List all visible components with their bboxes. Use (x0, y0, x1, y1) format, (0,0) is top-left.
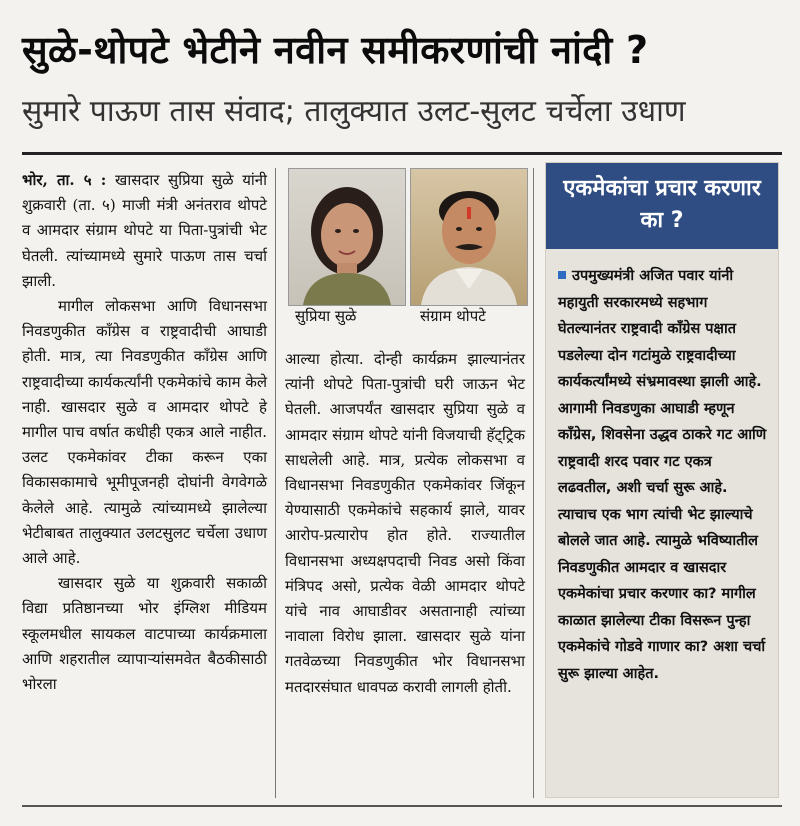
paragraph-3: खासदार सुळे या शुक्रवारी सकाळी विद्या प्रतिष्ठानच्या भोर इंग्लिश मीडियम स्कूलमधील सायकल वाटपाच्या कार्यक्रमाला आणि शहरातील व्यापाऱ्यांसमवेत बैठकीसाठी भोरला (22, 574, 267, 694)
portrait-woman-icon (289, 169, 405, 305)
paragraph-2: मागील लोकसभा आणि विधानसभा निवडणुकीत काँग्रेस व राष्ट्रवादीची आघाडी होती. मात्र, त्या निवडणुकीत काँग्रेस आणि राष्ट्रवादीच्या कार्यकर्त्यांनी एकमेकांचे काम केले नाही. खासदार सुळे व आमदार थोपटे हे मागील पाच वर्षात कधीही एकत्र आले नाहीत. उलट एकमेकांवर टीका करून एका विकासकामाचे भूमीपूजनही दोघांनी वेगवेगळे केलेले आहे. त्यामुळे त्यांच्यामध्ये झालेल्या भेटीबाबत तालुक्यात उलटसुलट चर्चेला उधाण आले आहे. (22, 297, 268, 568)
top-rule (22, 152, 782, 155)
dateline: भोर, ता. ५ : (22, 171, 107, 189)
subheadline: सुमारे पाऊण तास संवाद; तालुक्यात उलट-सुलट चर्चेला उधाण (22, 94, 686, 129)
article-column-2 (285, 347, 525, 700)
photo-sangram-thopate (410, 168, 528, 306)
paragraph-4: आल्या होत्या. दोन्ही कार्यक्रम झाल्यानंतर त्यांनी थोपटे पिता-पुत्रांची घरी जाऊन भेट घेतली. आजपर्यंत खासदार सुप्रिया सुळे व आमदार संग्राम थोपटे यांनी विजयाची हॅट्ट्रिक साधलेली आहे. मात्र, प्रत्येक लोकसभा व विधानसभा निवडणुकीत एकमेकांवर जिंकून येण्यासाठी एकमेकांचे सहकार्य झाले, यावर आरोप-प्रत्यारोप होत होते. राज्यातील विधानसभा अध्यक्षपदाची निवड असो किंवा मंत्रिपद असो, प्रत्येक वेळी आमदार थोपटे यांचे नाव आघाडीवर असतानाही त्यांच्या नावाला विरोध झाला. खासदार सुळे यांना गतवेळच्या निवडणुकीत भोर विधानसभा मतदारसंघात धावपळ करावी लागली होती. (285, 350, 525, 696)
photo-supriya-sule (288, 168, 406, 306)
headline: सुळे-थोपटे भेटीने नवीन समीकरणांची नांदी ? (22, 28, 649, 72)
paragraph-1 (22, 168, 267, 294)
sidebar-box (545, 162, 779, 798)
sidebar-heading: एकमेकांचा प्रचार करणार का ? (546, 163, 778, 249)
photo-caption-right: संग्राम थोपटे (420, 307, 486, 325)
bottom-rule (22, 805, 782, 807)
sidebar-text: उपमुख्यमंत्री अजित पवार यांनी महायुती सरकारमध्ये सहभाग घेतल्यानंतर राष्ट्रवादी काँग्रेस पक्षात पडलेल्या दोन गटांमुळे राष्ट्रवादीच्या कार्यकर्त्यांमध्ये संभ्रमावस्था झाली आहे. आगामी निवडणुका आघाडी म्हणून काँग्रेस, शिवसेना उद्धव ठाकरे गट आणि राष्ट्रवादी शरद पवार गट एकत्र लढवतील, अशी चर्चा सुरू आहे. त्याचाच एक भाग त्यांची भेट झाल्याचे बोलले जात आहे. त्यामुळे भविष्यातील निवडणुकीत आमदार व खासदार एकमेकांचा प्रचार करणार का? मागील काळात झालेल्या टीका विसरून पुन्हा एकमेकांचे गोडवे गाणार का? अशा चर्चा सुरू झाल्या आहेत. (558, 268, 767, 682)
bullet-square-icon (558, 271, 566, 279)
paragraph-1-text: खासदार सुप्रिया सुळे यांनी शुक्रवारी (ता. ५) माजी मंत्री अनंतराव थोपटे व आमदार संग्राम थोपटे या पिता-पुत्रांची भेट घेतली. त्यांच्यामध्ये सुमारे पाऊण तास चर्चा झाली. (22, 171, 267, 290)
article-column-1 (22, 168, 267, 697)
sidebar-body (546, 249, 778, 687)
column-divider-2 (533, 168, 534, 798)
photo-caption-left: सुप्रिया सुळे (295, 307, 357, 325)
portrait-man-icon (411, 169, 527, 305)
column-divider-1 (275, 168, 276, 798)
